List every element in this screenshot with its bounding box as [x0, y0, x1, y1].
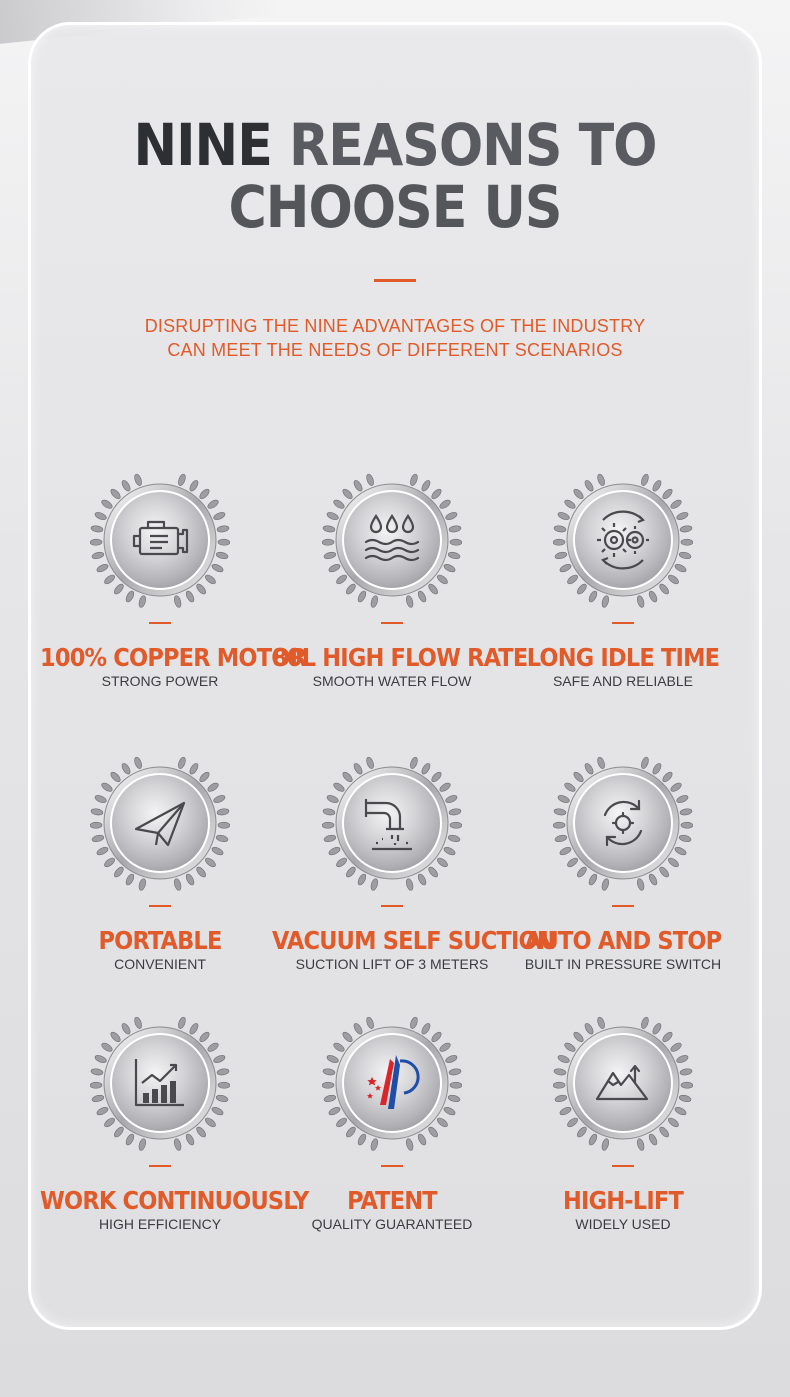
patent-icon — [322, 1013, 462, 1153]
feature-card — [503, 753, 743, 973]
mountain-icon — [553, 1013, 693, 1153]
feature-subtitle: SAFE AND RELIABLE — [552, 673, 694, 689]
page-title-line2: CHOOSE US — [228, 173, 562, 241]
feature-card — [40, 1013, 309, 1233]
feature-title: PATENT — [347, 1186, 437, 1215]
water-drops-icon — [322, 470, 462, 610]
feature-card — [503, 470, 743, 690]
feature-subtitle: SUCTION LIFT OF 3 METERS — [295, 956, 489, 972]
page-title-line1: NINE REASONS TO — [133, 111, 657, 179]
feature-title: 80L HIGH FLOW RATE — [272, 643, 528, 672]
feature-title: HIGH-LIFT — [562, 1186, 683, 1215]
feature-card — [272, 470, 528, 690]
feature-card — [40, 470, 307, 690]
feature-subtitle: CONVENIENT — [114, 956, 206, 972]
feature-subtitle: SMOOTH WATER FLOW — [312, 673, 472, 689]
feature-subtitle: QUALITY GUARANTEED — [311, 1216, 473, 1232]
feature-card — [272, 1013, 512, 1233]
feature-title: 100% COPPER MOTOR — [40, 643, 307, 672]
feature-card — [272, 753, 555, 973]
feature-subtitle: STRONG POWER — [101, 673, 219, 689]
feature-title: AUTO AND STOP — [524, 926, 722, 955]
title-divider — [374, 279, 416, 282]
gears-cycle-icon — [553, 470, 693, 610]
subtitle-line2: CAN MEET THE NEEDS OF DIFFERENT SCENARIOS — [167, 340, 623, 360]
paper-plane-icon — [90, 753, 230, 893]
feature-title: PORTABLE — [98, 926, 222, 955]
feature-card — [40, 753, 280, 973]
feature-card — [503, 1013, 743, 1233]
subtitle-line1: DISRUPTING THE NINE ADVANTAGES OF THE INDUSTRY — [144, 316, 646, 336]
feature-title: WORK CONTINUOUSLY — [40, 1186, 309, 1215]
pipe-suction-icon — [322, 753, 462, 893]
engine-icon — [90, 470, 230, 610]
feature-title: LONG IDLE TIME — [526, 643, 720, 672]
feature-subtitle: HIGH EFFICIENCY — [98, 1216, 222, 1232]
growth-chart-icon — [90, 1013, 230, 1153]
feature-subtitle: BUILT IN PRESSURE SWITCH — [524, 956, 722, 972]
feature-subtitle: WIDELY USED — [575, 1216, 671, 1232]
auto-cycle-icon — [553, 753, 693, 893]
feature-title: VACUUM SELF SUCTION — [272, 926, 555, 955]
